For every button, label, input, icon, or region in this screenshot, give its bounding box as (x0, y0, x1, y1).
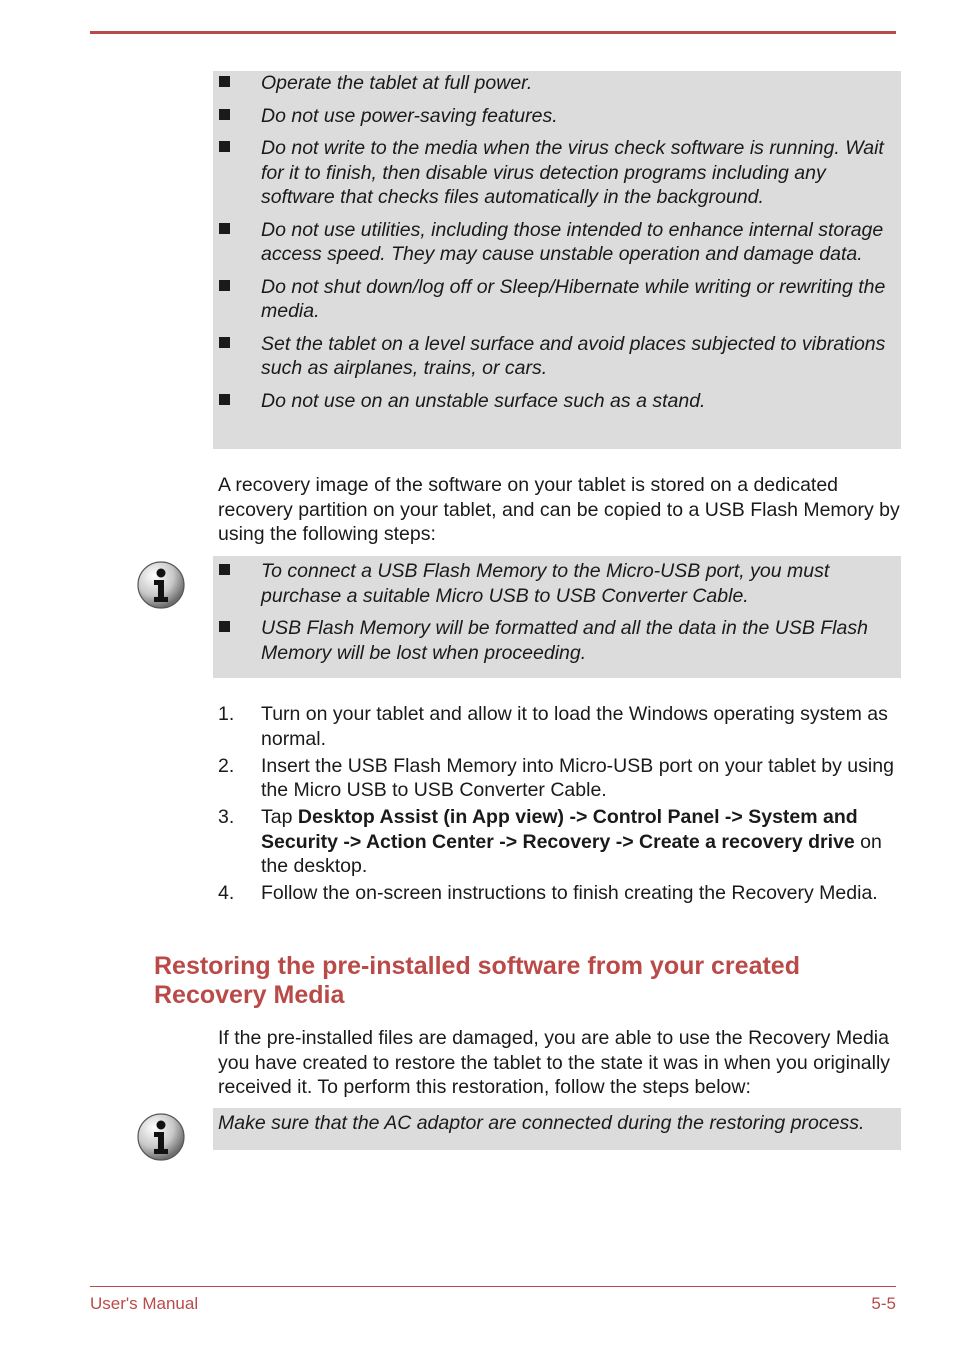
list-item: Do not shut down/log off or Sleep/Hibernate while writing or rewriting the media. (213, 275, 897, 324)
info-icon (136, 1112, 186, 1162)
bullet-square-icon (219, 280, 230, 291)
page-number: 5-5 (871, 1294, 896, 1313)
precautions-list (213, 71, 897, 413)
bullet-square-icon (219, 223, 230, 234)
steps-list (218, 702, 901, 908)
usb-notes-list (213, 556, 897, 665)
list-item: 3. Tap Desktop Assist (in App view) -> Control Panel -> System and Security -> Action Center -> Recovery -> Create a recovery drive on the desktop. (218, 806, 882, 877)
footer-rule (90, 1286, 896, 1287)
list-item: Do not use on an unstable surface such as a stand. (213, 389, 897, 414)
bullet-square-icon (219, 564, 230, 575)
list-item: To connect a USB Flash Memory to the Micro-USB port, you must purchase a suitable Micro USB to USB Converter Cable. (213, 559, 897, 608)
bullet-square-icon (219, 109, 230, 120)
list-item: Set the tablet on a level surface and avoid places subjected to vibrations such as airplanes, trains, or cars. (213, 332, 897, 381)
list-item: Do not use utilities, including those intended to enhance internal storage access speed. They may cause unstable operation and damage data. (213, 218, 897, 267)
bullet-square-icon (219, 621, 230, 632)
list-item: 4. Follow the on-screen instructions to finish creating the Recovery Media. (218, 882, 878, 904)
section-heading: Restoring the pre-installed software from your created Recovery Media (154, 952, 800, 1009)
precautions-box (213, 71, 901, 449)
bullet-square-icon (219, 337, 230, 348)
list-item: USB Flash Memory will be formatted and all the data in the USB Flash Memory will be lost when proceeding. (213, 616, 897, 665)
list-item: Do not write to the media when the virus check software is running. Wait for it to finish, then disable virus detection programs including any software that checks files automatically in the background. (213, 136, 897, 210)
info-icon (136, 560, 186, 610)
list-item: 1. Turn on your tablet and allow it to load the Windows operating system as normal. (218, 703, 888, 750)
bullet-square-icon (219, 394, 230, 405)
bullet-square-icon (219, 76, 230, 87)
restore-intro: If the pre-installed files are damaged, you are able to use the Recovery Media you have created to restore the tablet to the state it was in when you originally received it. To perform this restoration, follow the steps below: (218, 1027, 891, 1098)
footer-title: User's Manual (90, 1294, 199, 1313)
recovery-intro: A recovery image of the software on your tablet is stored on a dedicated recovery partition on your tablet, and can be copied to a USB Flash Memory by using the following steps: (218, 474, 900, 545)
bullet-square-icon (219, 141, 230, 152)
restore-note: Make sure that the AC adaptor are connected during the restoring process. (218, 1112, 865, 1134)
usb-notes-box (213, 556, 901, 678)
menu-path: Desktop Assist (in App view) -> Control Panel -> System and Security -> Action Center -> Recovery -> Create a recovery drive (261, 806, 858, 853)
list-item: Operate the tablet at full power. (213, 71, 897, 96)
header-rule (90, 31, 896, 34)
list-item: 2. Insert the USB Flash Memory into Micro-USB port on your tablet by using the Micro USB to USB Converter Cable. (218, 754, 894, 801)
restore-note-box (213, 1108, 901, 1150)
list-item: Do not use power-saving features. (213, 104, 897, 129)
